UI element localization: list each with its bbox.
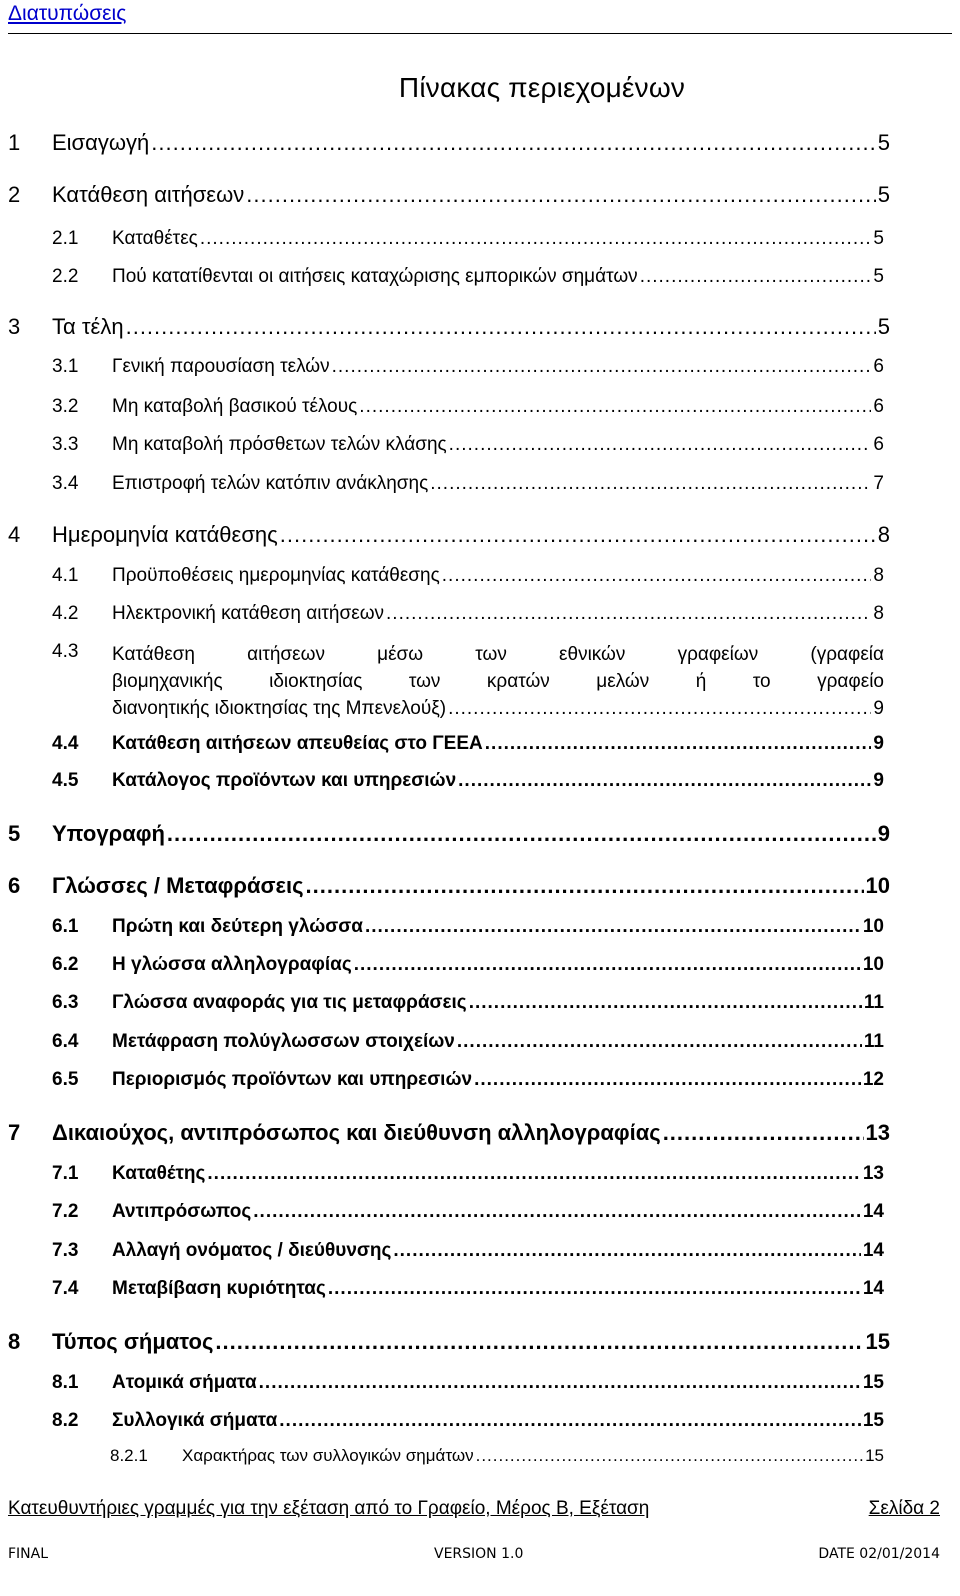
toc-entry-8-2[interactable]: 8.2 Συλλογικά σήματα ..... 15: [0, 1410, 960, 1432]
toc-entry-3-4[interactable]: 3.4 Επιστροφή τελών κατόπιν ανάκλησης ..... 7: [0, 473, 960, 495]
toc-entry-4-3[interactable]: 4.3 Κατάθεση αιτήσεων μέσω των εθνικών γραφείων (γραφεία βιομηχανικής ιδιοκτησίας των κρατών μελών ή το γραφείο διανοητικής ιδιοκτησίας της Μπενελούξ) ..... 9: [52, 641, 884, 722]
header-title[interactable]: Διατυπώσεις: [8, 2, 127, 25]
toc-entry-1[interactable]: 1 Εισαγωγή ..... 5: [0, 130, 960, 156]
toc-entry-3-3[interactable]: 3.3 Μη καταβολή πρόσθετων τελών κλάσης ..... 6: [0, 434, 960, 456]
toc-entry-4-1[interactable]: 4.1 Προϋποθέσεις ημερομηνίας κατάθεσης ..... 8: [0, 565, 960, 587]
toc-entry-6-1[interactable]: 6.1 Πρώτη και δεύτερη γλώσσα ..... 10: [0, 916, 960, 938]
page-number: 9: [873, 698, 884, 719]
toc-entry-4[interactable]: 4 Ημερομηνία κατάθεσης ..... 8: [0, 522, 960, 548]
header-divider: [8, 33, 952, 34]
toc-entry-8-2-1[interactable]: 8.2.1 Χαρακτήρας των συλλογικών σημάτων ..... 15: [0, 1446, 960, 1466]
toc-entry-8[interactable]: 8 Τύπος σήματος ..... 15: [0, 1329, 960, 1355]
page-number: 14: [862, 1278, 884, 1299]
page-number: 13: [865, 1120, 890, 1145]
toc-entry-3[interactable]: 3 Τα τέλη ..... 5: [0, 314, 960, 340]
page-number: 6: [873, 356, 884, 377]
toc-entry-4-5[interactable]: 4.5 Κατάλογος προϊόντων και υπηρεσιών ..... 9: [0, 770, 960, 792]
page-number: 15: [862, 1372, 884, 1393]
toc-entry-4-2[interactable]: 4.2 Ηλεκτρονική κατάθεση αιτήσεων ..... 8: [0, 603, 960, 625]
page-number: 15: [865, 1446, 884, 1465]
footer-guidelines: Κατευθυντήριες γραμμές για την εξέταση από το Γραφείο, Μέρος Β, Εξέταση: [8, 1498, 650, 1519]
toc-title: Πίνακας περιεχομένων: [398, 72, 686, 103]
footer-date: DATE 02/01/2014: [818, 1546, 940, 1562]
page-number: 8: [877, 522, 890, 547]
page-number: 5: [877, 314, 890, 339]
toc-entry-6-2[interactable]: 6.2 Η γλώσσα αλληλογραφίας ..... 10: [0, 954, 960, 976]
page-number: 14: [862, 1201, 884, 1222]
toc-entry-4-4[interactable]: 4.4 Κατάθεση αιτήσεων απευθείας στο ΓΕΕΑ ..... 9: [0, 733, 960, 755]
page-number: 8: [873, 603, 884, 624]
page-number: 11: [863, 992, 884, 1013]
footer-version: VERSION 1.0: [434, 1546, 524, 1562]
page-number: 11: [863, 1031, 884, 1052]
page-number: 7: [873, 473, 884, 494]
toc-entry-7-4[interactable]: 7.4 Μεταβίβαση κυριότητας ..... 14: [0, 1278, 960, 1300]
page-number: 6: [873, 396, 884, 417]
toc-entry-7[interactable]: 7 Δικαιούχος, αντιπρόσωπος και διεύθυνση αλληλογραφίας ..... 13: [0, 1120, 960, 1146]
page-number: 14: [862, 1240, 884, 1261]
toc-entry-2[interactable]: 2 Κατάθεση αιτήσεων ..... 5: [0, 182, 960, 208]
toc-entry-2-1[interactable]: 2.1 Καταθέτες ..... 5: [0, 228, 960, 250]
page-number: 8: [873, 565, 884, 586]
toc-entry-8-1[interactable]: 8.1 Ατομικά σήματα ..... 15: [0, 1372, 960, 1394]
toc-entry-6-4[interactable]: 6.4 Μετάφραση πολύγλωσσων στοιχείων ..... 11: [0, 1031, 960, 1053]
toc-entry-5[interactable]: 5 Υπογραφή ..... 9: [0, 821, 960, 847]
page-number: 9: [877, 821, 890, 846]
page-number: 15: [862, 1410, 884, 1431]
toc-entry-7-3[interactable]: 7.3 Αλλαγή ονόματος / διεύθυνσης ..... 14: [0, 1240, 960, 1262]
page-number: 12: [862, 1069, 884, 1090]
page-number: 9: [873, 770, 884, 791]
page-number: 15: [865, 1329, 890, 1354]
page-number: 10: [862, 954, 884, 975]
page-number: 5: [877, 182, 890, 207]
footer-page-label: Σελίδα 2: [868, 1498, 940, 1519]
page-number: 10: [862, 916, 884, 937]
toc-entry-3-1[interactable]: 3.1 Γενική παρουσίαση τελών ..... 6: [0, 356, 960, 378]
page-number: 9: [873, 733, 884, 754]
page-number: 5: [877, 130, 890, 155]
toc-entry-2-2[interactable]: 2.2 Πού κατατίθενται οι αιτήσεις καταχώρισης εμπορικών σημάτων ..... 5: [0, 266, 960, 288]
toc-entry-6-5[interactable]: 6.5 Περιορισμός προϊόντων και υπηρεσιών ..... 12: [0, 1069, 960, 1091]
page-number: 10: [865, 873, 890, 898]
page-number: 5: [873, 228, 884, 249]
page-number: 5: [873, 266, 884, 287]
page-number: 6: [873, 434, 884, 455]
page-number: 13: [862, 1163, 884, 1184]
toc-entry-3-2[interactable]: 3.2 Μη καταβολή βασικού τέλους ..... 6: [0, 396, 960, 418]
footer-status: FINAL: [8, 1546, 49, 1562]
toc-entry-7-1[interactable]: 7.1 Καταθέτης ..... 13: [0, 1163, 960, 1185]
toc-entry-7-2[interactable]: 7.2 Αντιπρόσωπος ..... 14: [0, 1201, 960, 1223]
toc-entry-6-3[interactable]: 6.3 Γλώσσα αναφοράς για τις μεταφράσεις ..... 11: [0, 992, 960, 1014]
toc-entry-6[interactable]: 6 Γλώσσες / Μεταφράσεις ..... 10: [0, 873, 960, 899]
